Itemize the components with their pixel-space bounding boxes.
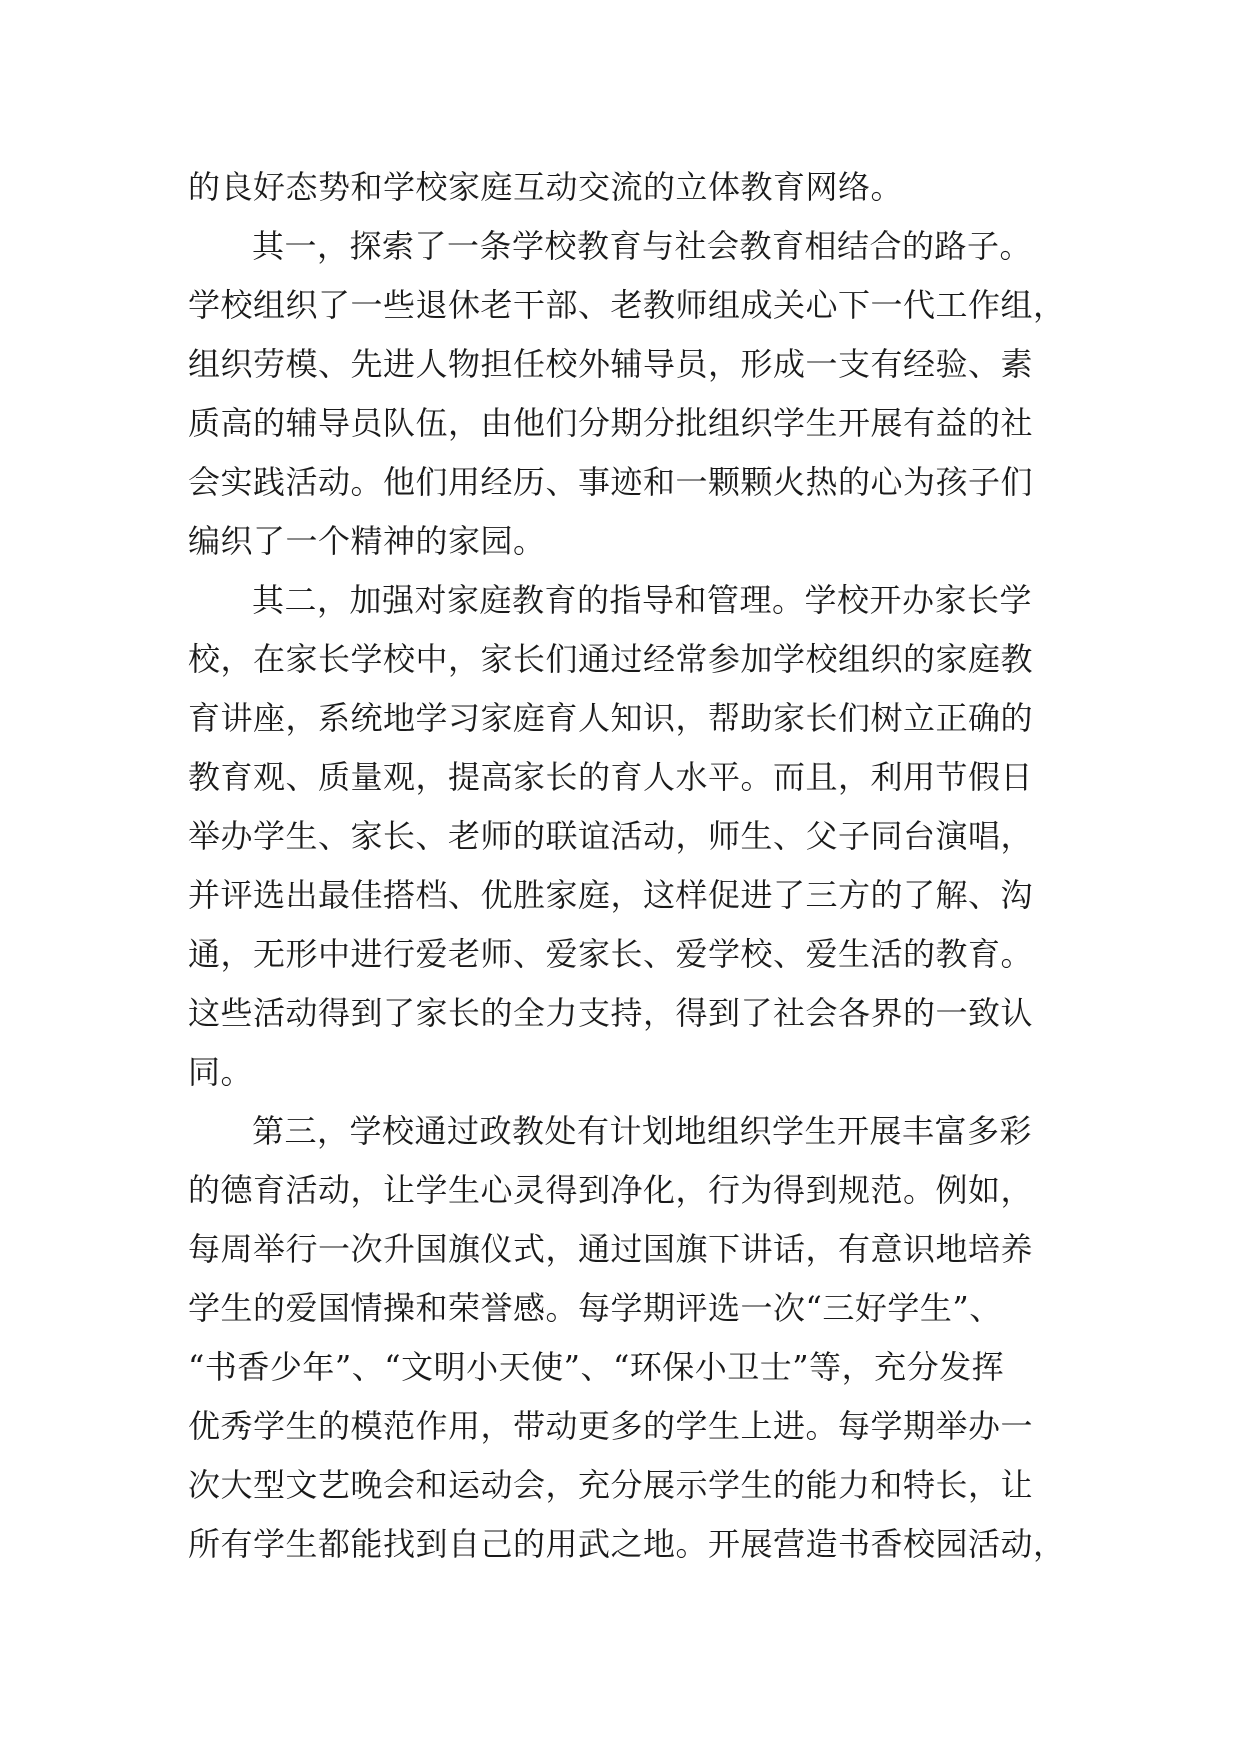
text-line: 学校组织了一些退休老干部、老教师组成关心下一代工作组， (188, 286, 1066, 324)
text-line: 并评选出最佳搭档、优胜家庭，这样促进了三方的了解、沟 (188, 876, 1034, 914)
text-line: 第三，学校通过政教处有计划地组织学生开展丰富多彩 (252, 1112, 1033, 1150)
text-line: 次大型文艺晚会和运动会，充分展示学生的能力和特长，让 (188, 1466, 1034, 1504)
text-line: 每周举行一次升国旗仪式，通过国旗下讲话，有意识地培养 (188, 1230, 1034, 1268)
text-line: 校，在家长学校中，家长们通过经常参加学校组织的家庭教 (188, 640, 1034, 678)
text-line: 的德育活动，让学生心灵得到净化，行为得到规范。例如， (188, 1171, 1034, 1209)
text-line: 其二，加强对家庭教育的指导和管理。学校开办家长学 (252, 581, 1033, 619)
text-line: 编织了一个精神的家园。 (188, 522, 546, 560)
text-line: 组织劳模、先进人物担任校外辅导员，形成一支有经验、素 (188, 345, 1034, 383)
text-line: “书香少年”、“文明小天使”、“环保小卫士”等，充分发挥 (188, 1348, 1005, 1386)
text-line: 教育观、质量观，提高家长的育人水平。而且，利用节假日 (188, 758, 1034, 796)
body-text (188, 158, 1088, 1574)
text-line: 育讲座，系统地学习家庭育人知识，帮助家长们树立正确的 (188, 699, 1034, 737)
text-line: 质高的辅导员队伍，由他们分期分批组织学生开展有益的社 (188, 404, 1034, 442)
text-line: 同。 (188, 1053, 254, 1091)
text-line: 优秀学生的模范作用，带动更多的学生上进。每学期举办一 (188, 1407, 1034, 1445)
text-line: 所有学生都能找到自己的用武之地。开展营造书香校园活动， (188, 1525, 1066, 1563)
text-line: 通，无形中进行爱老师、爱家长、爱学校、爱生活的教育。 (188, 935, 1034, 973)
text-line: 学生的爱国情操和荣誉感。每学期评选一次“三好学生”、 (188, 1289, 1002, 1327)
text-line: 的良好态势和学校家庭互动交流的立体教育网络。 (188, 168, 904, 206)
text-line: 其一，探索了一条学校教育与社会教育相结合的路子。 (252, 227, 1033, 265)
text-line: 会实践活动。他们用经历、事迹和一颗颗火热的心为孩子们 (188, 463, 1034, 501)
text-line: 举办学生、家长、老师的联谊活动，师生、父子同台演唱， (188, 817, 1034, 855)
text-line: 这些活动得到了家长的全力支持，得到了社会各界的一致认 (188, 994, 1034, 1032)
